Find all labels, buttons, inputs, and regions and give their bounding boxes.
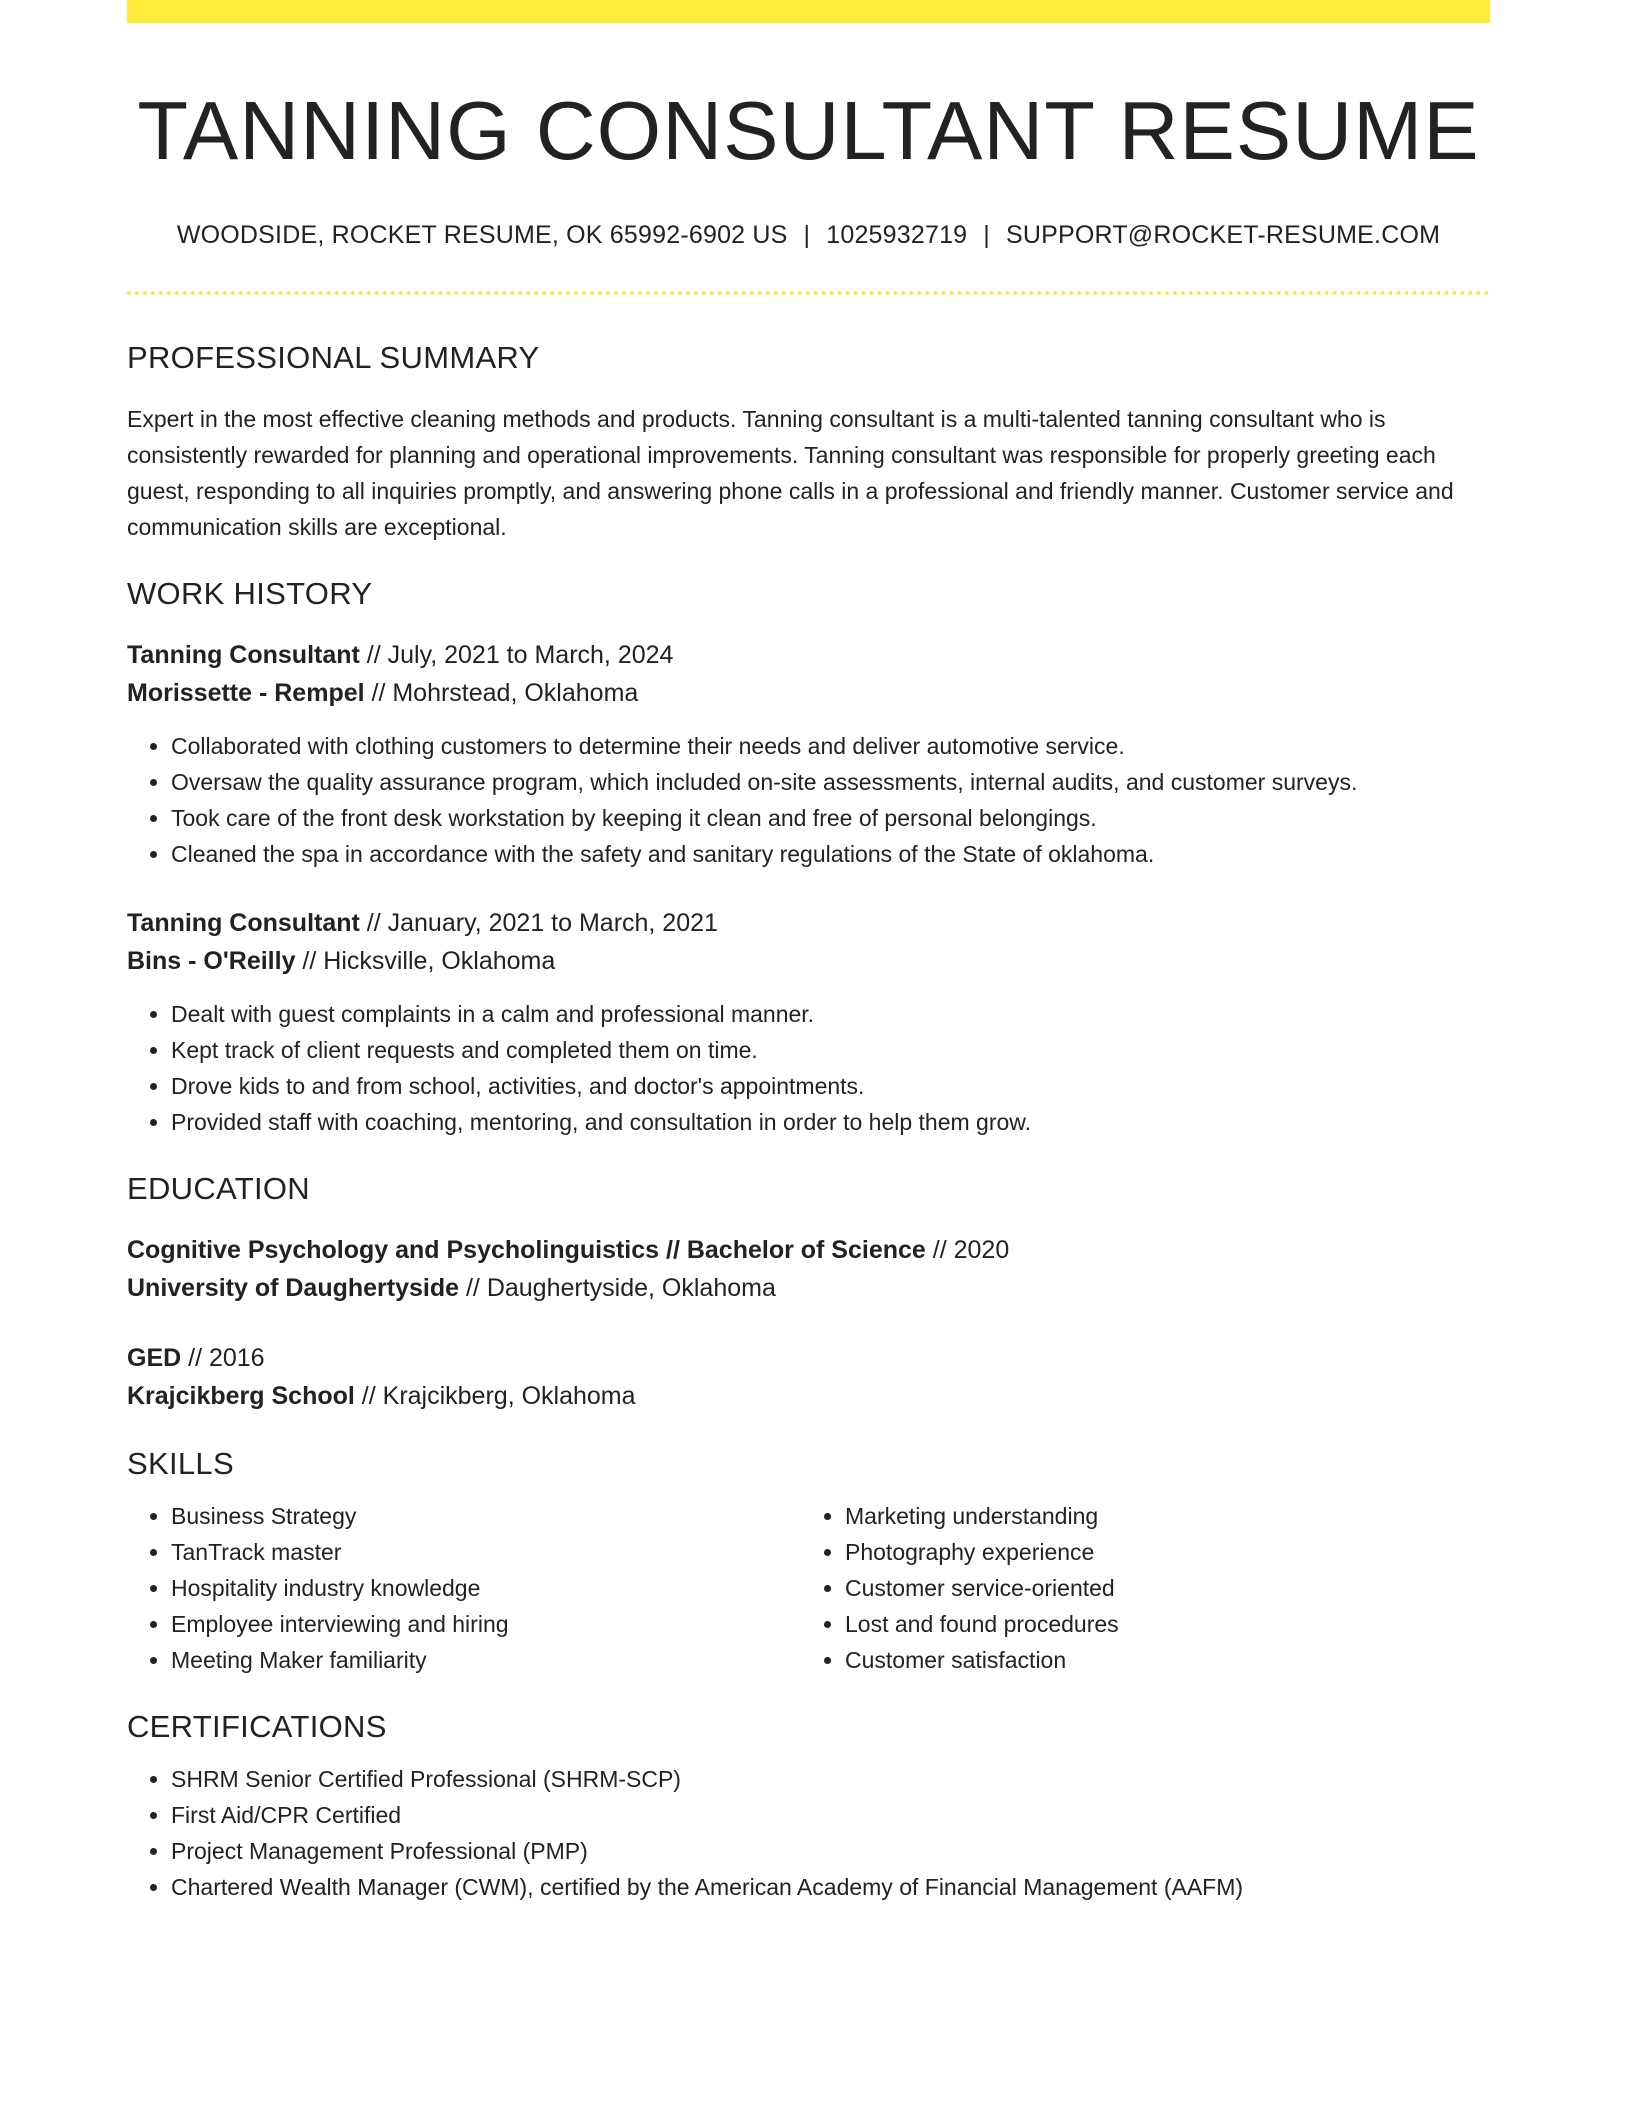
certifications-heading: CERTIFICATIONS: [127, 1709, 387, 1745]
work-history-section: [127, 575, 1490, 1140]
contact-separator: |: [803, 221, 811, 250]
education-entry: [127, 1339, 1490, 1415]
skill-item: • Employee interviewing and hiring: [171, 1606, 801, 1642]
education-degree-line: [127, 1231, 1490, 1269]
resume-title: TANNING CONSULTANT RESUME: [137, 84, 1480, 177]
skills-heading: SKILLS: [127, 1446, 234, 1481]
job-role: Tanning Consultant: [127, 640, 360, 669]
certifications-list: [127, 1761, 1490, 1905]
contact-line: [127, 220, 1490, 250]
education-year: // 2016: [181, 1344, 265, 1372]
skill-item: • Lost and found procedures: [845, 1606, 1475, 1642]
list-item: • Dealt with guest complaints in a calm and professional manner.: [171, 996, 1490, 1032]
list-item: • Kept track of client requests and completed them on time.: [171, 1032, 1490, 1068]
work-history-heading: WORK HISTORY: [127, 575, 373, 611]
education-location: // Daughertyside, Oklahoma: [459, 1274, 776, 1302]
skill-item: • Marketing understanding: [845, 1498, 1475, 1534]
job-title-line: [127, 636, 1490, 674]
list-item: • Took care of the front desk workstation by keeping it clean and free of personal belongings.: [171, 800, 1490, 836]
skill-item: • Hospitality industry knowledge: [171, 1570, 801, 1606]
summary-text: Expert in the most effective cleaning methods and products. Tanning consultant is a multi-talented tanning consultant who is consistently rewarded for planning and operational improvements. Tanning consultant was responsible for properly greeting each guest, responding to all inquiries promptly, and answering phone calls in a professional and friendly manner. Customer service and communication skills are exceptional.: [127, 405, 1454, 540]
certification-item: • Chartered Wealth Manager (CWM), certified by the American Academy of Financial Management (AAFM): [171, 1869, 1490, 1905]
contact-separator: |: [983, 221, 990, 250]
certification-item: • SHRM Senior Certified Professional (SHRM-SCP): [171, 1761, 1490, 1797]
list-item: • Collaborated with clothing customers to determine their needs and deliver automotive service.: [171, 728, 1490, 764]
resume-page: [127, 0, 1490, 1905]
education-school-line: [127, 1377, 1490, 1415]
contact-phone: 1025932719: [826, 221, 968, 250]
job-dates: // January, 2021 to March, 2021: [359, 908, 718, 937]
education-degree: GED: [127, 1344, 182, 1372]
list-item: • Oversaw the quality assurance program, which included on-site assessments, internal audits, and customer surveys.: [171, 764, 1490, 800]
education-location: // Krajcikberg, Oklahoma: [354, 1382, 636, 1410]
education-school: University of Daughertyside: [127, 1274, 460, 1302]
contact-address: WOODSIDE, ROCKET RESUME, OK 65992-6902 US: [176, 221, 788, 250]
job-company: Bins - O'Reilly: [127, 946, 296, 975]
education-degree: Cognitive Psychology and Psycholinguistics // Bachelor of Science: [127, 1236, 926, 1264]
dotted-divider: [127, 291, 1490, 295]
list-item: • Cleaned the spa in accordance with the safety and sanitary regulations of the State of oklahoma.: [171, 836, 1490, 872]
job-bullets: [127, 996, 1490, 1140]
skill-item: • Business Strategy: [171, 1498, 801, 1534]
education-degree-line: [127, 1339, 1490, 1377]
job-company-line: [127, 674, 1490, 712]
job-location: // Hicksville, Oklahoma: [295, 946, 556, 975]
job-company: Morissette - Rempel: [127, 678, 365, 707]
education-school: Krajcikberg School: [127, 1382, 355, 1410]
certification-item: • Project Management Professional (PMP): [171, 1833, 1490, 1869]
contact-email: SUPPORT@ROCKET-RESUME.COM: [1006, 221, 1441, 250]
job-role: Tanning Consultant: [127, 908, 360, 937]
certification-item: • First Aid/CPR Certified: [171, 1797, 1490, 1833]
list-item: • Drove kids to and from school, activities, and doctor's appointments.: [171, 1068, 1490, 1104]
skill-item: • TanTrack master: [171, 1534, 801, 1570]
education-heading: EDUCATION: [127, 1170, 310, 1206]
list-item: • Provided staff with coaching, mentoring, and consultation in order to help them grow.: [171, 1104, 1490, 1140]
certifications-section: [127, 1708, 1490, 1905]
education-entry: [127, 1231, 1490, 1307]
skills-left-column: [127, 1498, 801, 1678]
skill-item: • Photography experience: [845, 1534, 1475, 1570]
job-dates: // July, 2021 to March, 2024: [359, 640, 674, 669]
job-company-line: [127, 942, 1490, 980]
skill-item: • Customer service-oriented: [845, 1570, 1475, 1606]
top-accent-bar: [127, 0, 1490, 23]
skills-grid: [127, 1498, 1490, 1678]
education-year: // 2020: [925, 1236, 1010, 1264]
job-entry: [127, 636, 1490, 872]
job-title-line: [127, 904, 1490, 942]
skills-section: [127, 1445, 1490, 1678]
job-location: // Mohrstead, Oklahoma: [364, 678, 639, 707]
education-school-line: [127, 1269, 1490, 1307]
job-bullets: [127, 728, 1490, 872]
job-entry: [127, 904, 1490, 1140]
skill-item: • Customer satisfaction: [845, 1642, 1475, 1678]
skill-item: • Meeting Maker familiarity: [171, 1642, 801, 1678]
skills-right-column: [801, 1498, 1475, 1678]
summary-heading: PROFESSIONAL SUMMARY: [127, 340, 540, 376]
education-section: [127, 1170, 1490, 1415]
